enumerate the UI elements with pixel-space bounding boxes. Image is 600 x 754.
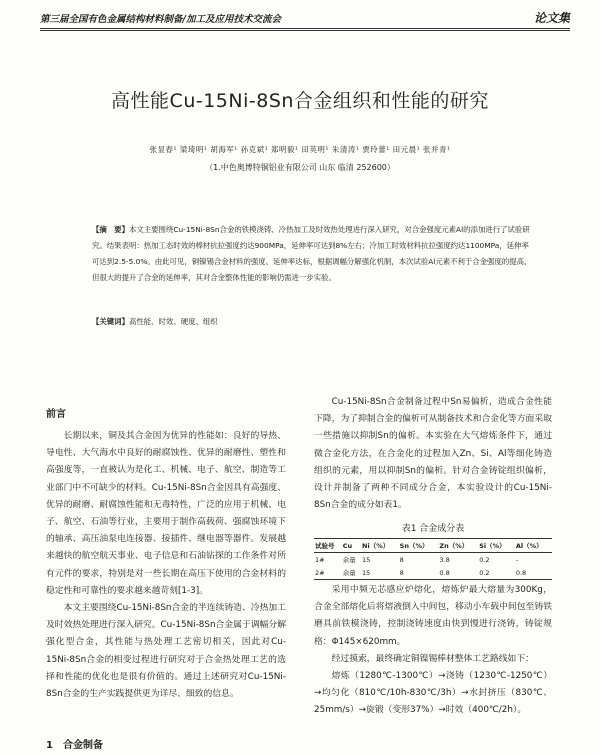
- table-header-cell: Ni（%）: [362, 542, 390, 550]
- table-header-cell: Al（%）: [515, 542, 543, 550]
- table-header-cell: Si（%）: [479, 542, 506, 550]
- author-list: 张显春¹ 梁琦明¹ 胡海军¹ 孙克斌¹ 郑明毅¹ 田英明¹ 朱清涛¹ 贾玲蕾¹ 田元晨¹ 张并青¹: [149, 145, 451, 154]
- table-cell: 3.8: [439, 555, 450, 564]
- right-column-intro: [314, 394, 552, 514]
- abstract: [92, 222, 532, 286]
- table-row: [314, 566, 552, 580]
- table-cell: 8: [399, 555, 404, 564]
- table-header-cell: Sn（%）: [399, 542, 429, 550]
- composition-table: [314, 538, 552, 580]
- keywords-label: 【关键词】: [92, 317, 129, 326]
- affiliation: （1.中色奥博特铜铝业有限公司 山东 临清 252600）: [205, 163, 395, 172]
- abstract-text: 本文主要围绕Cu-15Ni-8Sn合金的铁模浇铸、冷热加工及时效热处理进行深入研究，对合金强度元素Al的添加进行了试验研究。结果表明：热加工态时效的棒材抗拉强度约达900MPa，延伸率可达到8%左右；冷加工时效材料抗拉强度约达1100MPa，延伸率可达到2.5-5.0%。由此可见，铜镍锡合金材料的强度、延伸率达标，根据调幅分解强化机制，本次试验Al元素不利于合金强度的提高，但很大的提升了合金的延伸率，其对合金整体性能的影响仍需进一步实验。: [92, 225, 532, 282]
- keywords-text: 高性能、时效、硬度、组织: [128, 317, 218, 326]
- abstract-label: 【摘 要】: [92, 225, 129, 234]
- header-collection: 论文集: [533, 11, 570, 25]
- header-conference: 第三届全国有色金属结构材料制备/加工及应用技术交流会: [40, 14, 281, 25]
- intro-paragraph: Cu-15Ni-8Sn合金制备过程中Sn易偏析，造成合金性能下降，为了抑制合金的偏析可从制备技术和合金化等方面采取一些措施以抑制Sn的偏析。本实验在大气熔炼条件下，通过微合金化方法，在合金化的过程加入Zn、Si、Al等细化铸造组织的元素，用以抑制Sn的偏析。针对合金铸锭组织偏析，设计并制备了两种不同成分合金，本实验设计的Cu-15Ni-8Sn合金的成分如表1。: [314, 397, 552, 511]
- keywords: [92, 316, 532, 327]
- table-cell: 15: [362, 568, 371, 577]
- table-cell: 余量: [342, 556, 356, 564]
- table-header-cell: 试验号: [315, 542, 335, 550]
- table-cell: 15: [362, 555, 371, 564]
- table-cell: 0.2: [479, 555, 490, 564]
- route-intro-paragraph: 经过摸索，最终确定铜镍锡棒材整体工艺路线如下：: [331, 653, 534, 664]
- process-route-paragraph: 熔炼（1280℃-1300℃）→浇铸（1230℃-1250℃）→均匀化（810℃/10h-830℃/3h）→水封挤压（830℃、25mm/s）→旋锻（变形37%）→时效（400℃/2h）。: [314, 671, 552, 716]
- section-1-heading: 1 合金制备: [46, 740, 103, 751]
- table-header-cell: Cu: [342, 541, 353, 550]
- table-cell: -: [515, 555, 519, 564]
- table-cell: 8: [399, 568, 404, 577]
- left-column: [46, 428, 286, 703]
- table-cell: 2#: [315, 568, 325, 577]
- table-row: [314, 553, 552, 567]
- table-cell: 1#: [315, 555, 325, 564]
- right-column-process: [314, 582, 552, 720]
- section-preface-heading: 前言: [46, 409, 66, 420]
- table-cell: 0.8: [515, 568, 527, 577]
- table-cell: 0.8: [439, 568, 450, 577]
- table-cell: 0.2: [479, 568, 490, 577]
- table-caption: 表1 合金成分表: [401, 524, 465, 534]
- table-header-row: [314, 539, 552, 553]
- table-cell: 余量: [342, 569, 356, 577]
- paper-title: 高性能Cu-15Ni-8Sn合金组织和性能的研究: [111, 90, 489, 112]
- running-header: [40, 6, 570, 31]
- melting-paragraph: 采用中频无芯感应炉熔化，熔炼炉最大熔量为300Kg，合金全部熔化后将熔液倒入中间包，移动小车载中间包至铸铁磨具前铁模浇铸，控制浇铸速度由快到慢进行浇铸，铸锭规格：Φ145×620mm。: [314, 585, 552, 647]
- table-header-cell: Zn（%）: [439, 542, 469, 550]
- preface-paragraph-1: 长期以来，铜及其合金因为优异的性能如：良好的导热、导电性、大气海水中良好的耐腐蚀性、优异的耐磨性、塑性和高强度等，一直被认为是化工、机械、电子、航空、制造等工业部门中不可缺少的材料。Cu-15Ni-8Sn合金因具有高强度、优异的耐磨、耐腐蚀性能和无毒特性，广泛的应用于机械、电子、航空、石油等行业，主要用于制作高载荷、强腐蚀环境下的轴承、高压油泵电连接器、接插件、继电器等器件。发展越来越快的航空航天事业、电子信息和石油钻探的工作条件对所有元件的要求，特别是对一些长期在高压下使用的合金材料的稳定性和可靠性的要求越来越苛刻[1-3]。: [46, 431, 286, 596]
- preface-paragraph-2: 本文主要围绕Cu-15Ni-8Sn合金的半连续铸造、冷热加工及时效热处理进行深入研究。Cu-15Ni-8Sn合金属于调幅分解强化型合金，其性能与热处理工艺密切相关，因此对Cu-15Ni-8Sn合金的相变过程进行研究对于合金热处理工艺的选择和性能的优化也是很有价值的。通过上述研究对Cu-15Ni-8Sn合金的生产实践提供更为详尽、细致的信息。: [46, 603, 286, 700]
